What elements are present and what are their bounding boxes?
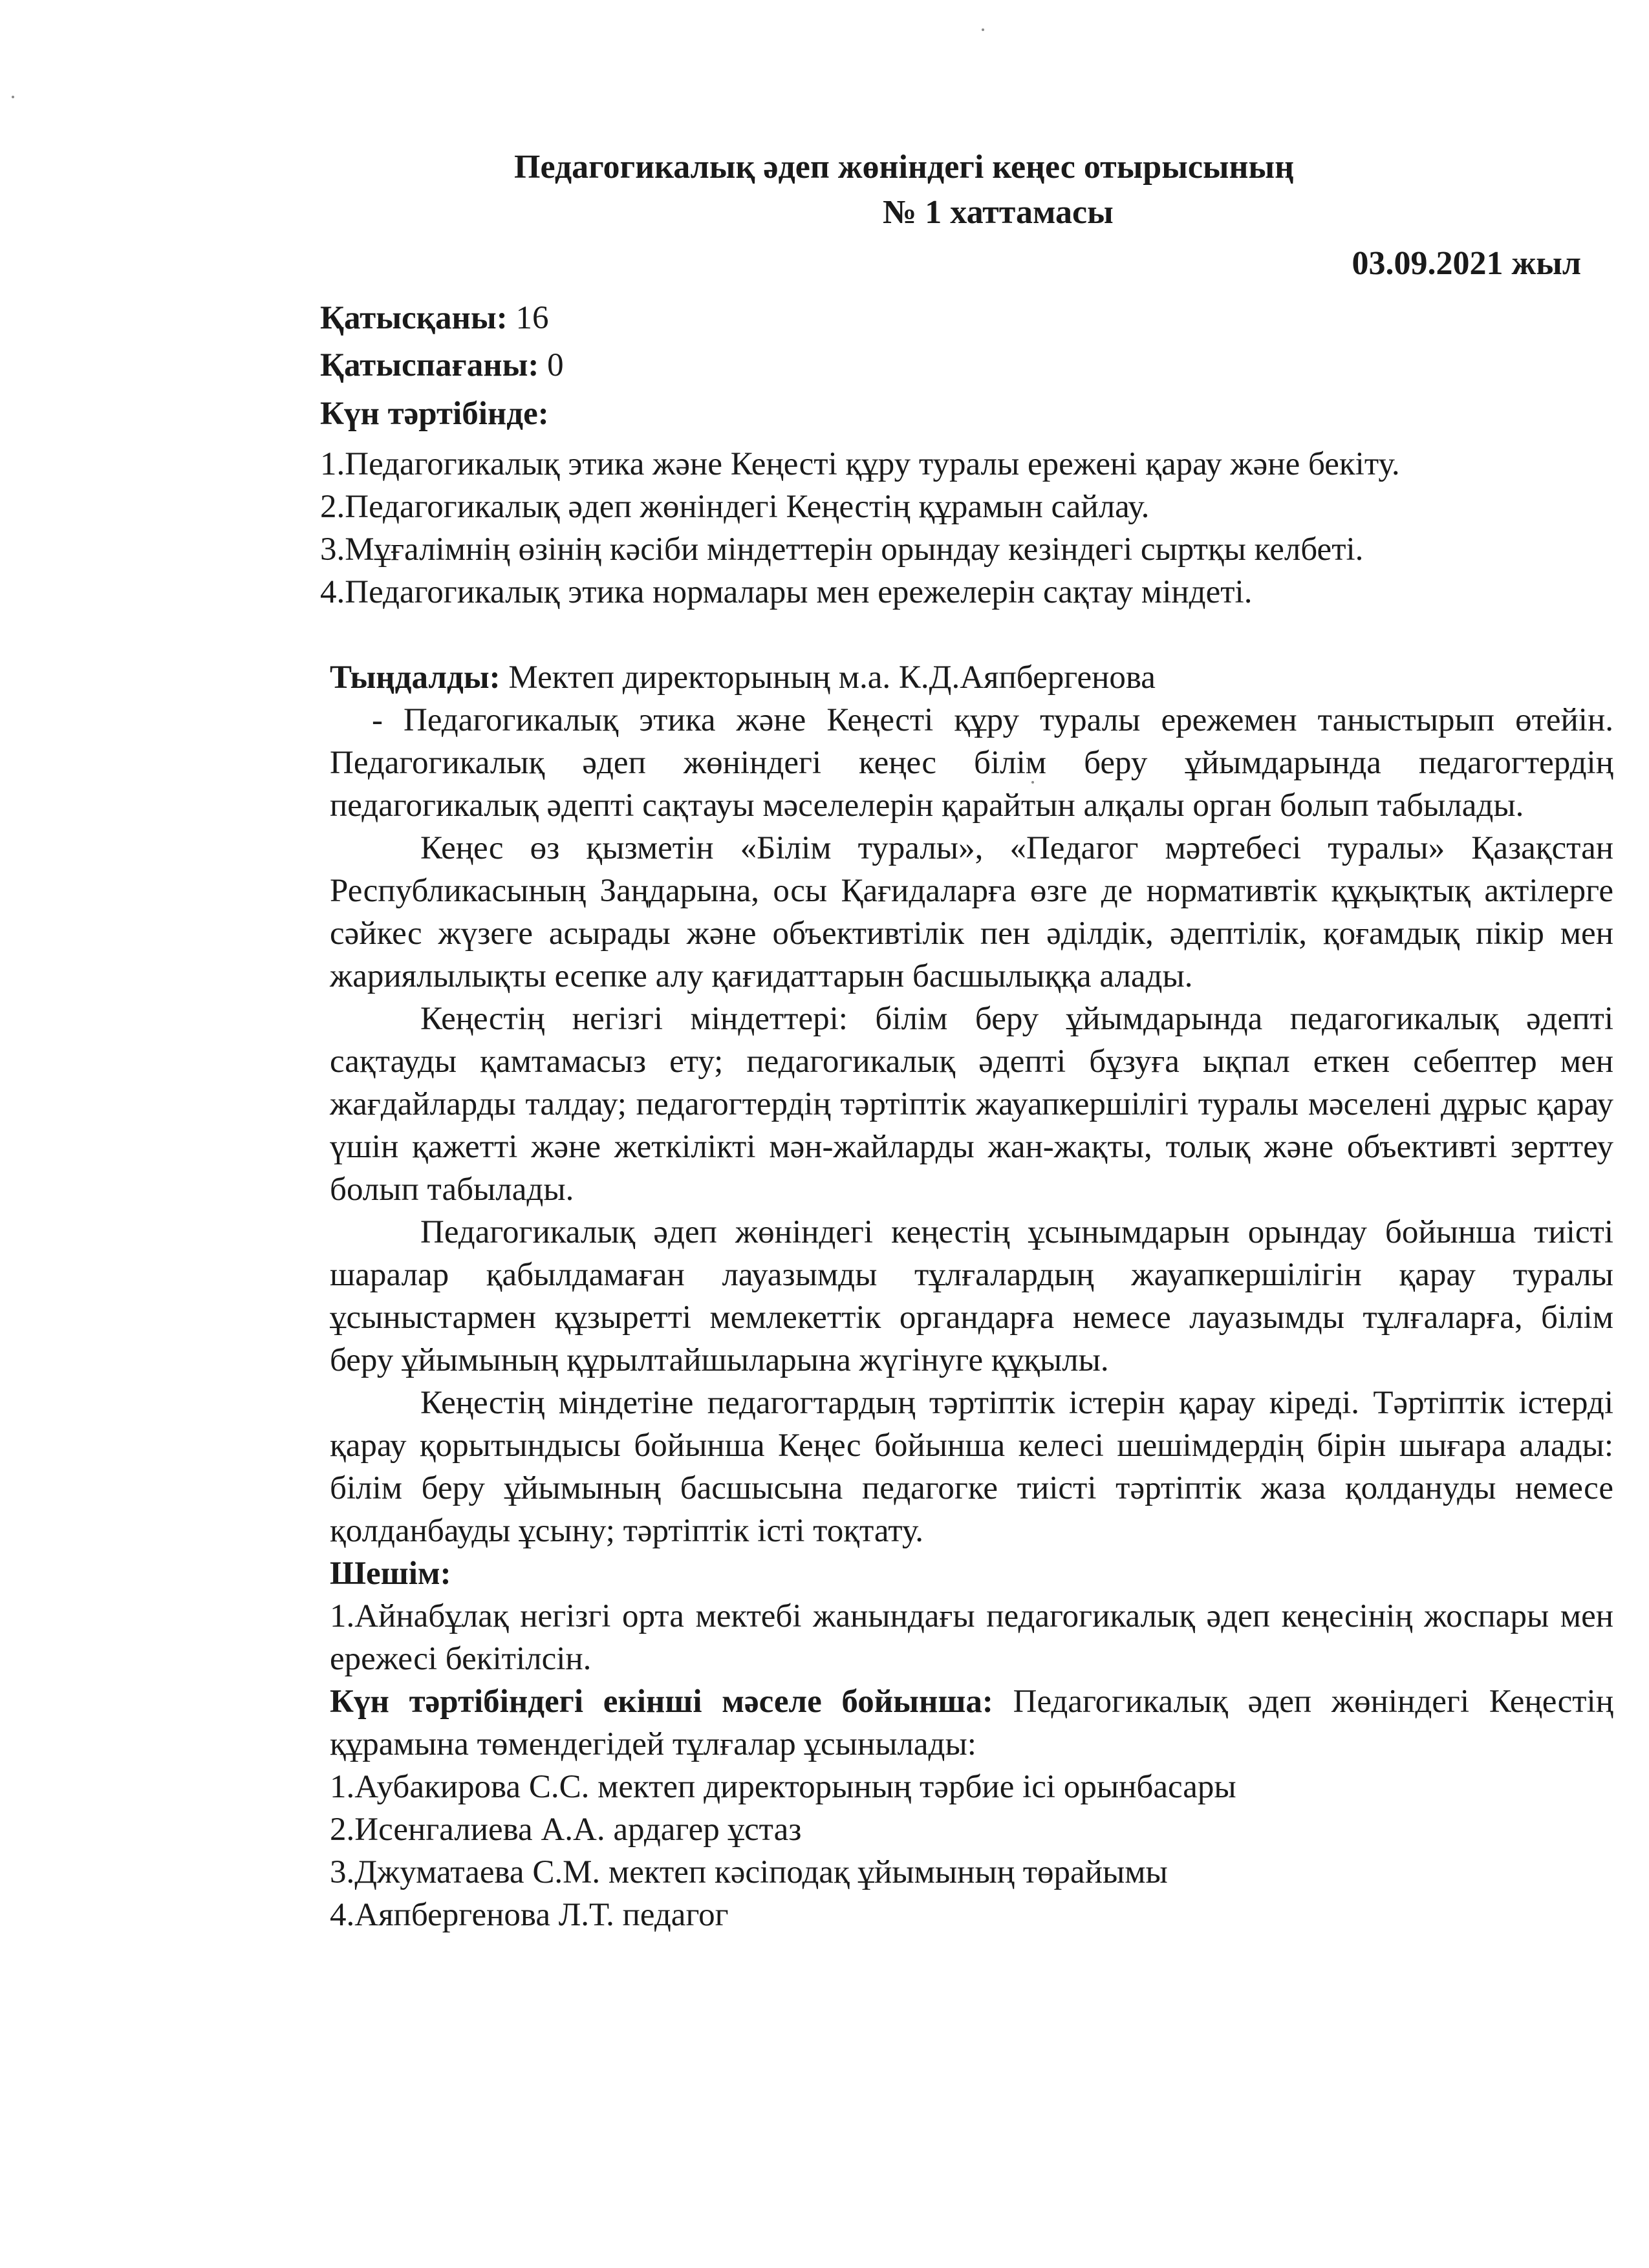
scan-speck — [12, 96, 14, 98]
decision-label: Шешім: — [330, 1556, 451, 1592]
present-label: Қатысқаны: — [320, 300, 508, 336]
hearing-paragraph: - Педагогикалық этика және Кеңесті құру туралы ережемен таныстырып өтейін. Педагогикалық әдеп жөніндегі кеңес білім беру ұйымдарында педагогтердің педагогикалық әдепті сақтауы мәселелерін қарайтын алқалы орган болып табылады. — [330, 702, 1613, 824]
absent-label: Қатыспағаны: — [320, 347, 539, 383]
hearing-paragraph: Педагогикалық әдеп жөніндегі кеңестің ұсынымдарын орындау бойынша тиісті шаралар қабылдамаған лауазымды тұлғалардың жауапкершілігін қарау туралы ұсыныстармен құзыретті мемлекеттік органдарға немесе лауазымды тұлғаларға, білім беру ұйымының құрылтайшыларына жүгінуге құқылы. — [330, 1214, 1613, 1378]
agenda-item: 2.Педагогикалық әдеп жөніндегі Кеңестің құрамын сайлау. — [320, 489, 1150, 525]
agenda-label: Күн тәртібінде: — [320, 396, 549, 432]
candidate-list — [330, 1766, 1613, 1936]
candidate-item: 3.Джуматаева С.М. мектеп кәсіподақ ұйымының төрайымы — [330, 1854, 1168, 1890]
hearing-paragraph: Кеңестің міндетіне педагогтардың тәртіптік істерін қарау кіреді. Тәртіптік істерді қарау қорытындысы бойынша Кеңес бойынша келесі шешімдердің бірін шығара алады: білім беру ұйымының басшысына педагогке тиісті тәртіптік жаза қолдануды немесе қолданбауды ұсыну; тәртіптік істі тоқтату. — [330, 1385, 1613, 1549]
candidate-item: 1.Аубакирова С.С. мектеп директорының тәрбие ісі орынбасары — [330, 1769, 1236, 1805]
absent-value: 0 — [547, 347, 564, 383]
hearing-line — [330, 656, 1613, 699]
hearing-paragraph: Кеңестің негізгі міндеттері: білім беру ұйымдарында педагогикалық әдепті сақтауды қамтамасыз ету; педагогикалық әдепті бұзуға ықпал еткен себептер мен жағдайларды талдау; педагогтердің тәртіптік жауапкершілігі туралы мәселені дұрыс қарау үшін қажетті және жеткілікті мән-жайларды жан-жақты, толық және объективті зерттеу болып табылады. — [330, 1001, 1613, 1208]
agenda-item: 1.Педагогикалық этика және Кеңесті құру туралы ережені қарау және бекіту. — [320, 446, 1400, 482]
hearing-paragraph: Кеңес өз қызметін «Білім туралы», «Педагог мәртебесі туралы» Қазақстан Республикасының Заңдарына, осы Қағидаларға өзге де нормативтік құқықтық актілерге сәйкес жүзеге асырады және объективтілік пен әділдік, әдептілік, қоғамдық пікір мен жариялылықты есепке алу қағидаттарын басшылыққа алады. — [330, 830, 1613, 994]
second-item-line — [330, 1680, 1613, 1766]
document-date: 03.09.2021 жыл — [1352, 245, 1581, 282]
present-count — [320, 299, 549, 337]
second-item-label: Күн тәртібіндегі екінші мәселе бойынша: — [330, 1684, 993, 1720]
agenda-item: 4.Педагогикалық этика нормалары мен ережелерін сақтау міндеті. — [320, 574, 1253, 610]
scan-speck — [982, 28, 984, 31]
decision-text: 1.Айнабұлақ негізгі орта мектебі жанындағы педагогикалық әдеп кеңесінің жоспары мен ережесі бекітілсін. — [330, 1598, 1613, 1677]
present-value: 16 — [515, 300, 549, 336]
candidate-item: 4.Аяпбергенова Л.Т. педагог — [330, 1897, 729, 1933]
hearing-label: Тыңдалды: — [330, 659, 501, 696]
minutes-body — [330, 656, 1613, 1936]
agenda-item: 3.Мұғалімнің өзінің кәсіби міндеттерін орындау кезіндегі сыртқы келбеті. — [320, 531, 1364, 568]
candidate-item: 2.Исенгалиева А.А. ардагер ұстаз — [330, 1812, 802, 1848]
protocol-number: № 1 хаттамасы — [883, 194, 1114, 231]
document-title: Педагогикалық әдеп жөніндегі кеңес отырысының — [514, 149, 1295, 186]
absent-count — [320, 346, 564, 385]
second-item-text: Педагогикалық әдеп жөніндегі Кеңестің құрамына төмендегідей тұлғалар ұсынылады: — [330, 1684, 1614, 1762]
agenda-list — [320, 443, 1588, 614]
agenda-heading — [320, 394, 549, 433]
hearing-speaker: Мектеп директорының м.а. К.Д.Аяпбергенова — [508, 659, 1156, 696]
